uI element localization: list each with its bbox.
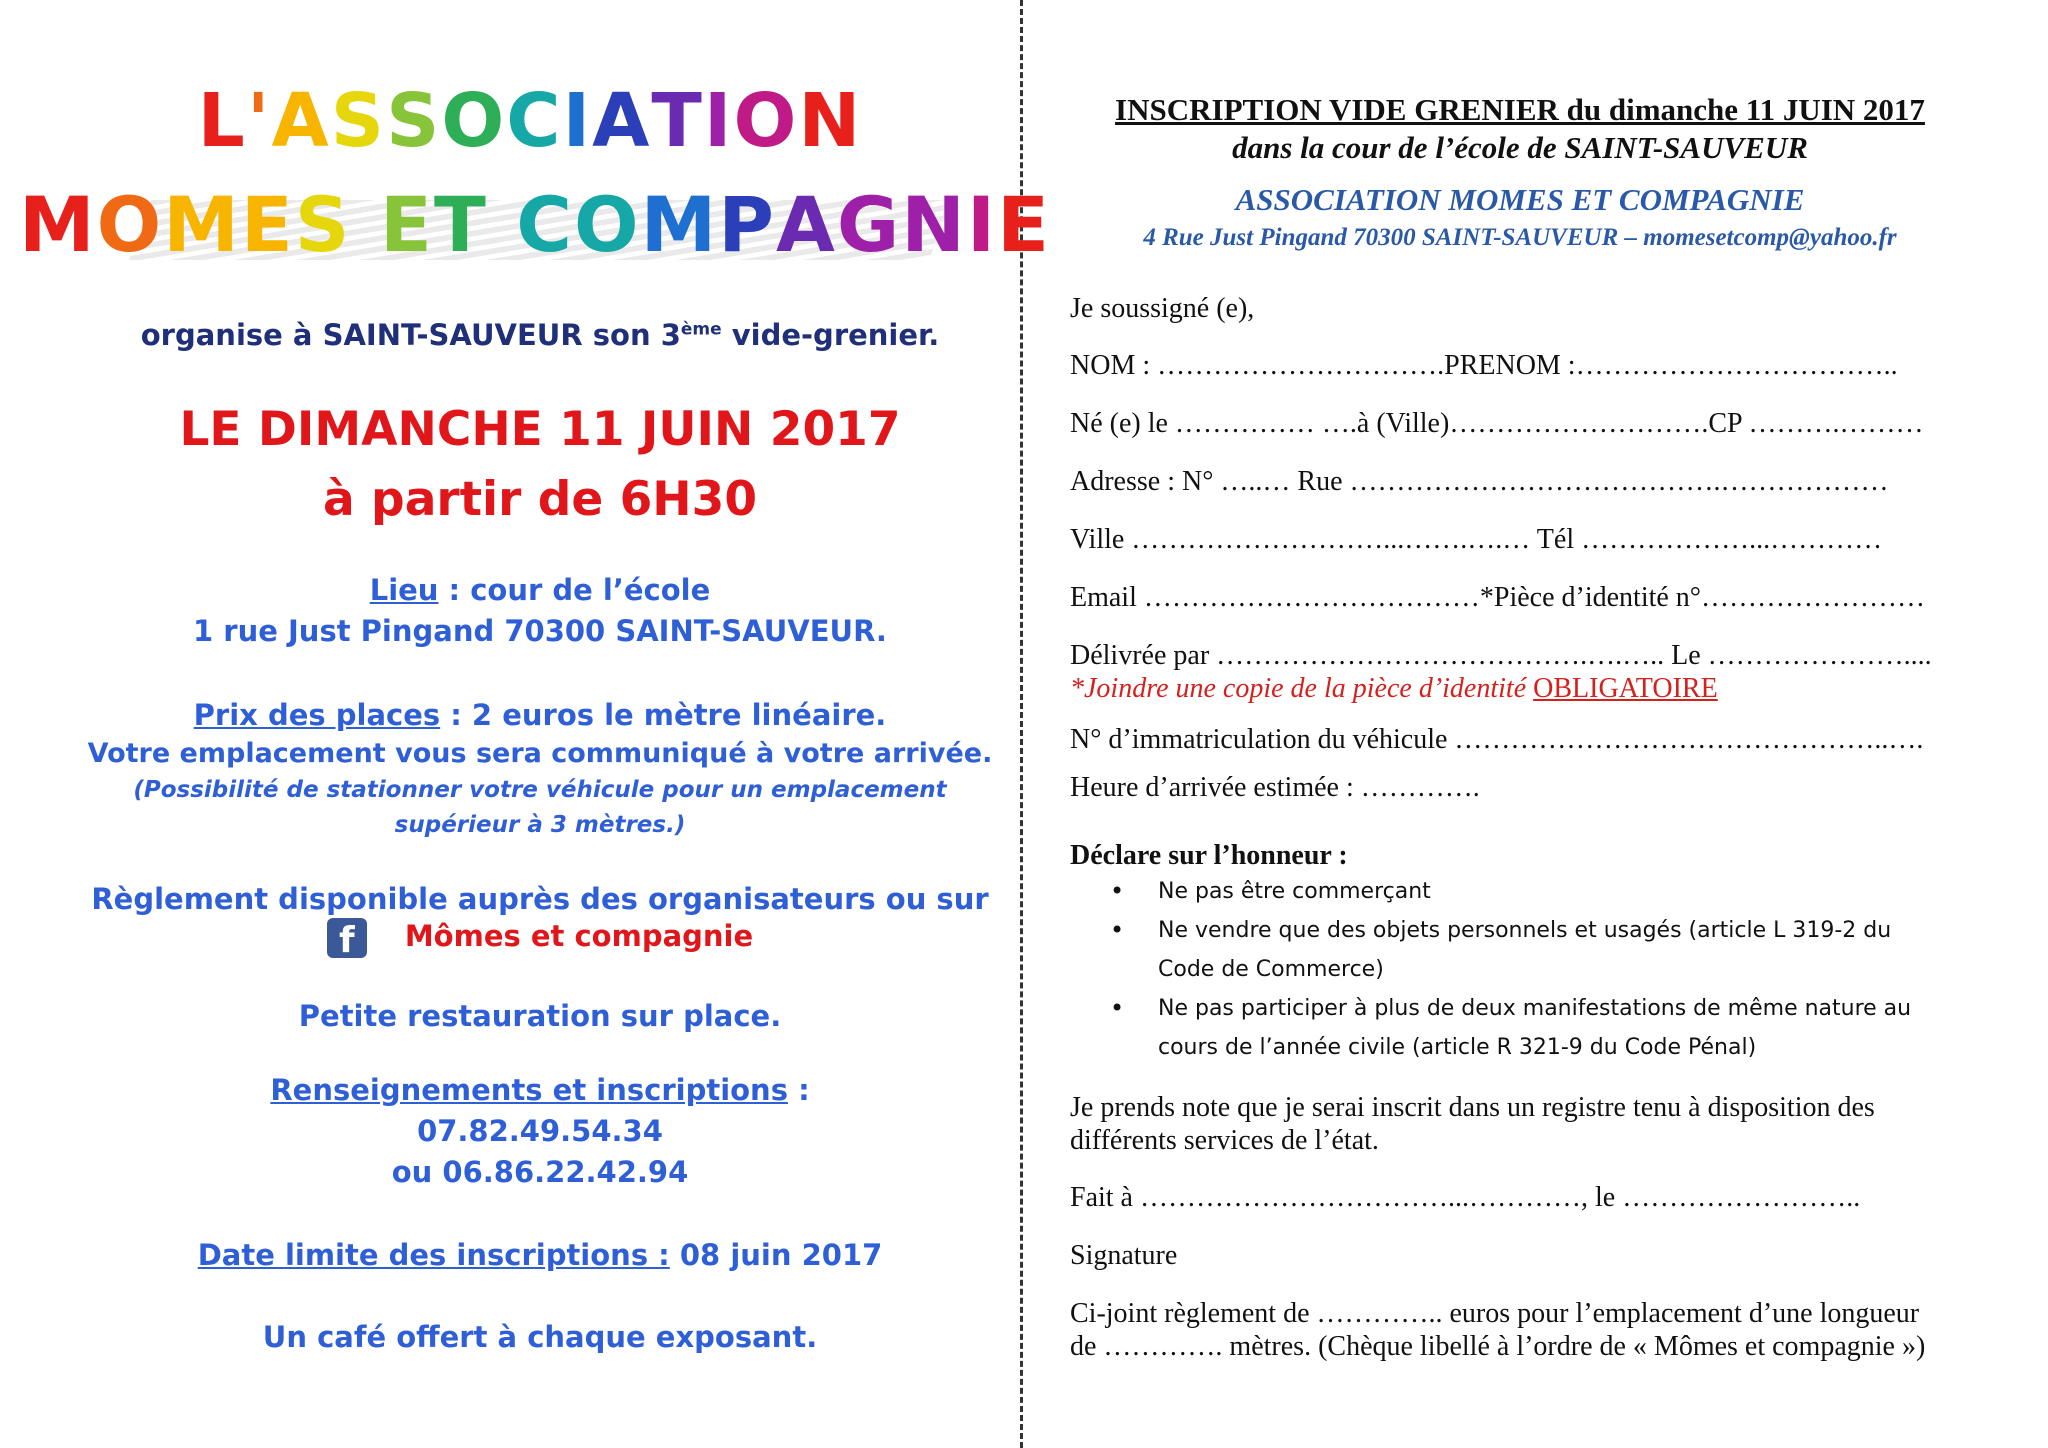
facebook-icon: f [327, 918, 367, 958]
logo-letter: M [163, 180, 241, 269]
phone-1: 07.82.49.54.34 [417, 1114, 663, 1148]
longueur-field[interactable]: de …………. mètres. (Chèque libellé à l’ordre de « Mômes et compagnie ») [1070, 1331, 1926, 1362]
form-title: INSCRIPTION VIDE GRENIER du dimanche 11 JUIN 2017 [1115, 92, 1925, 127]
stationner-line-2: supérieur à 3 mètres.) [394, 812, 686, 838]
logo-letter: C [516, 180, 575, 269]
ville-tel-field[interactable]: Ville ………………………...…….….… Tél ………………...………… [1070, 524, 1883, 555]
logo-letter: I [562, 78, 593, 164]
email-piece-field[interactable]: Email ………………………………*Pièce d’identité n°…………………… [1070, 582, 1925, 613]
logo-letter: A [271, 78, 331, 164]
logo-line-2 [0, 180, 1075, 269]
logo-letter: S [330, 78, 387, 164]
prix-line: Prix des places : 2 euros le mètre linéaire. [193, 698, 887, 732]
registre-line-1: Je prends note que je serai inscrit dans un registre tenu à disposition des [1070, 1092, 1875, 1123]
logo-line-1 [0, 78, 1070, 164]
logo-letter: A [592, 78, 652, 164]
stationner-line-1: (Possibilité de stationner votre véhicule pour un emplacement [133, 777, 947, 803]
logo-letter: O [96, 180, 164, 269]
delivree-field[interactable]: Délivrée par ………………………………….….….. Le ………………….... [1070, 640, 1932, 671]
joindre-note: *Joindre une copie de la pièce d’identité OBLIGATOIRE [1070, 673, 1718, 704]
lieu-line: Lieu : cour de l’école [369, 573, 711, 607]
declaration-item: • Ne vendre que des objets personnels et usagés (article L 319-2 du Code de Commerce) [1110, 916, 1892, 982]
form-association: ASSOCIATION MOMES ET COMPAGNIE [1235, 182, 1805, 217]
restauration-line: Petite restauration sur place. [298, 999, 782, 1033]
logo-letter: E [997, 180, 1052, 269]
renseignements-line: Renseignements et inscriptions : [270, 1073, 810, 1107]
adresse-field[interactable]: Adresse : N° …..… Rue ………………………………….……………… [1070, 466, 1889, 497]
logo-letter: O [733, 78, 799, 164]
event-date: LE DIMANCHE 11 JUIN 2017 [179, 402, 901, 457]
heure-field[interactable]: Heure d’arrivée estimée : …………. [1070, 772, 1480, 803]
form-contact: 4 Rue Just Pingand 70300 SAINT-SAUVEUR – momesetcomp@yahoo.fr [1143, 224, 1897, 251]
logo-letter [352, 180, 380, 269]
logo-letter: E [380, 180, 434, 269]
event-time: à partir de 6H30 [322, 472, 758, 527]
form-subtitle: dans la cour de l’école de SAINT-SAUVEUR [1232, 130, 1808, 165]
reglement-montant-field[interactable]: Ci-joint règlement de ………….. euros pour l’emplacement d’une longueur [1070, 1298, 1920, 1329]
registration-form [1070, 0, 2010, 1448]
logo-letter: L [197, 78, 247, 164]
naissance-field[interactable]: Né (e) le …………… ….à (Ville)……………………….CP ……….……… [1070, 408, 1924, 439]
logo-letter: T [433, 180, 488, 269]
logo-letter: M [18, 180, 97, 269]
fait-a-field[interactable]: Fait à ……………………………...…………, le …………………….. [1070, 1182, 1861, 1213]
declaration-item: • Ne pas participer à plus de deux manifestations de même nature au cours de l’année civile (article R 321-9 du Code Pénal) [1110, 994, 1912, 1060]
logo-letter: I [966, 180, 998, 269]
phone-2: ou 06.86.22.42.94 [391, 1155, 689, 1189]
logo-letter: N [798, 78, 863, 164]
logo-letter: S [294, 180, 352, 269]
date-limite-line: Date limite des inscriptions : 08 juin 2017 [197, 1238, 883, 1272]
logo-letter: A [775, 180, 837, 269]
logo-letter: O [574, 180, 641, 269]
reglement-line: Règlement disponible auprès des organisateurs ou sur [91, 882, 989, 916]
emplacement-line: Votre emplacement vous sera communiqué à votre arrivée. [87, 738, 993, 769]
signature-field[interactable]: Signature [1070, 1240, 1178, 1271]
soussigne-label: Je soussigné (e), [1070, 293, 1255, 324]
logo-letter: ' [246, 78, 272, 164]
cafe-line: Un café offert à chaque exposant. [262, 1320, 818, 1354]
logo-letter: O [441, 78, 507, 164]
registre-line-2: différents services de l’état. [1070, 1125, 1379, 1156]
logo-letter: S [386, 78, 442, 164]
logo-letter: P [718, 180, 776, 269]
logo-letter [488, 180, 516, 269]
logo-letter: E [240, 180, 295, 269]
logo-letter: M [640, 180, 719, 269]
logo-letter: T [651, 78, 704, 164]
facebook-line [0, 918, 1080, 961]
declaration-item: • Ne pas être commerçant [1110, 877, 1431, 905]
organise-line: organise à SAINT-SAUVEUR son 3ème vide-grenier. [140, 318, 940, 352]
nom-prenom-field[interactable]: NOM : ………………………….PRENOM :…………………………….. [1070, 350, 1898, 381]
logo-letter: C [506, 78, 563, 164]
declare-heading: Déclare sur l’honneur : [1070, 840, 1348, 871]
logo-letter: I [703, 78, 734, 164]
immatriculation-field[interactable]: N° d’immatriculation du véhicule ………………………………………..…. [1070, 724, 1924, 755]
logo-letter: N [901, 180, 967, 269]
obligatoire-label: OBLIGATOIRE [1533, 673, 1718, 704]
facebook-page-name: Mômes et compagnie [404, 919, 754, 953]
address-line: 1 rue Just Pingand 70300 SAINT-SAUVEUR. [193, 614, 887, 648]
logo-letter: G [836, 180, 902, 269]
